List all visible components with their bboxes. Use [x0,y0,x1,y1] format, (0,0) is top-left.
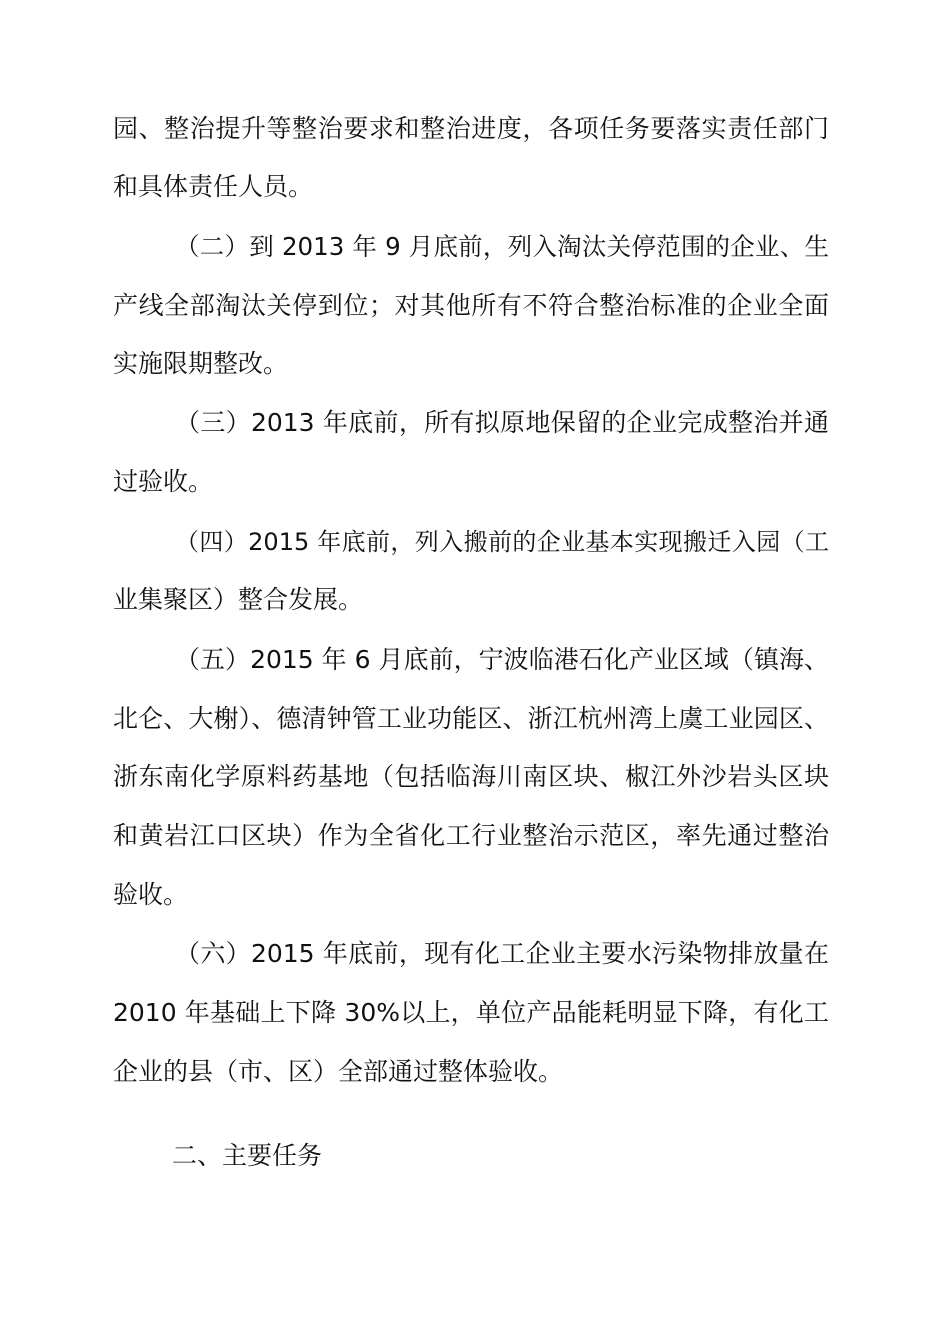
paragraph-2-line-2: 产线全部淘汰关停到位；对其他所有不符合整治标准的企业全面 [113,291,829,320]
paragraph-2-line-1: （二）到 2013 年 9 月底前，列入淘汰关停范围的企业、生 [175,232,829,261]
paragraph-3-line-1: （三）2013 年底前，所有拟原地保留的企业完成整治并通 [175,408,829,437]
paragraph-1-line-2: 和具体责任人员。 [113,172,314,201]
paragraph-6-line-3: 企业的县（市、区）全部通过整体验收。 [113,1057,564,1086]
paragraph-6-line-1: （六）2015 年底前，现有化工企业主要水污染物排放量在 [175,939,829,968]
paragraph-5-line-1: （五）2015 年 6 月底前，宁波临港石化产业区域（镇海、 [175,645,829,674]
paragraph-6-line-2: 2010 年基础上下降 30%以上，单位产品能耗明显下降，有化工 [113,998,829,1027]
paragraph-2-line-3: 实施限期整改。 [113,349,289,378]
paragraph-4-line-1: （四）2015 年底前，列入搬前的企业基本实现搬迁入园（工 [175,528,829,556]
paragraph-5-line-5: 验收。 [113,880,189,909]
paragraph-5-line-2: 北仑、大榭）、德清钟管工业功能区、浙江杭州湾上虞工业园区、 [113,704,829,733]
paragraph-4-line-2: 业集聚区）整合发展。 [113,585,364,614]
paragraph-3-line-2: 过验收。 [113,467,214,496]
paragraph-5-line-3: 浙东南化学原料药基地（包括临海川南区块、椒江外沙岩头区块 [113,762,829,791]
paragraph-1-line-1: 园、整治提升等整治要求和整治进度，各项任务要落实责任部门 [113,114,829,143]
paragraph-5-line-4: 和黄岩江口区块）作为全省化工行业整治示范区，率先通过整治 [113,821,829,850]
section-heading: 二、主要任务 [172,1141,323,1170]
